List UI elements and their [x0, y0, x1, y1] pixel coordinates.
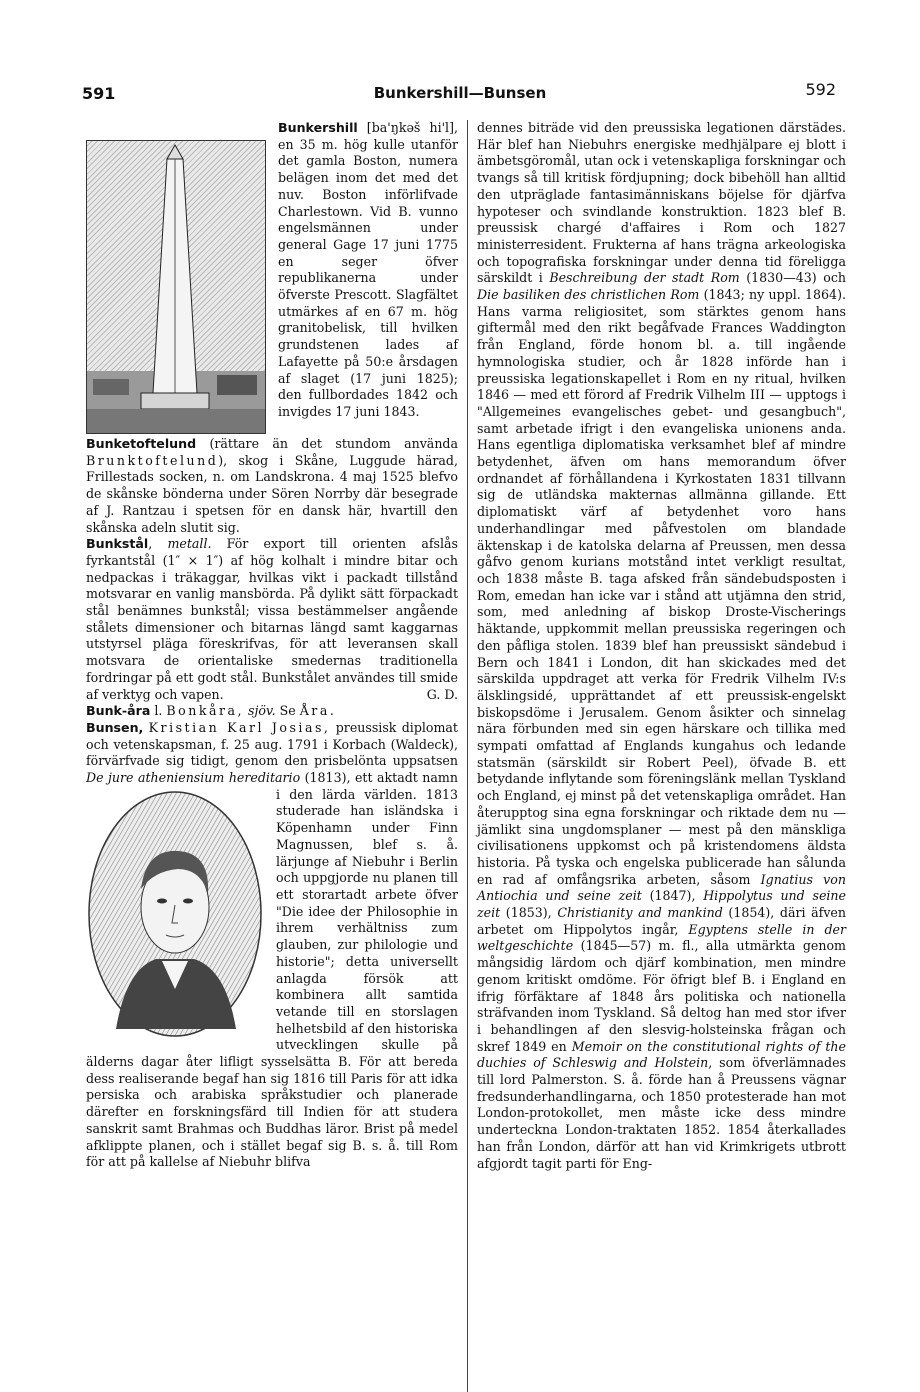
page-header: [0, 80, 920, 108]
entry-bunsen: [86, 720, 458, 1171]
running-title: Bunkershill—Bunsen: [373, 84, 547, 102]
work-title: Hippolytus und seine zeit: [477, 888, 846, 921]
entry-text: l.: [150, 703, 167, 719]
headword-bunkara: Bunk-åra: [86, 703, 151, 719]
headword-bunketoftelund: Bunketoftelund: [86, 436, 197, 451]
page-number-right: 592: [805, 80, 836, 99]
entry-text: ), skog i Skåne, Luggude härad, Frillestads socken, n. om Landskrona. 4 maj 1525 blefvo de skånske bönderna under Sören Norrby där besegrade af J. Rantzau i spetsen för en dansk här, hvartill den skånska adeln slutit sig.: [86, 452, 458, 535]
spaced-name: Kristian Karl Josias,: [148, 719, 331, 735]
left-column: [86, 120, 458, 1171]
work-title: Die basiliken des christlichen Rom: [477, 287, 700, 303]
entry-text: [ba'ŋkəš hi'l], en 35 m. hög kulle utanför det gamla Boston, numera belägen inom det med det nuv. Boston införlifvade Charlestown. Vid B. vunno engelsmännen under general Gage 17 juni 1775 en seger öfver republikanerna under öfverste Prescott. Slagfältet utmärkes af en 67 m. hög granitobelisk, till hvilken grundstenen lades af Lafayette på 50:e årsdagen af slaget (17 juni 1825); den fullbordades 1842 och invigdes 17 juni 1843.: [278, 120, 458, 419]
portrait-engraving-icon: [86, 789, 264, 1039]
subject-label: sjöv.: [248, 703, 276, 719]
spaced-name: Bonkåra,: [166, 703, 245, 719]
entry-text: (1830—43) och: [739, 270, 846, 286]
headword-bunsen: Bunsen,: [86, 719, 144, 735]
entry-text: (1854), däri äfven arbetet om Hippolytos ingår,: [477, 905, 847, 937]
entry-text: (1813), ett aktadt namn i den lärda världen. 1813 studerade han isländska i Köpenhamn under Finn Magnussen, blef s. å. lärjunge af Niebuhr i Berlin och uppgjorde nu planen till ett storartadt arbete öfver "Die idee der Philosophie in ihrem verhältniss zum glauben, zur philologie und historie"; detta universellt anlagda försök att kombinera allt samtida vetande till en storslagen helhetsbild af den historiska utvecklingen skulle på älderns dagar åter lifligt sysselsätta B. För att bereda dess realiserande begaf han sig 1816 till Paris för att idka persiska och arabiska språkstudier och planerade därefter en forskningsfärd till Indien för att studera sanskrit samt Brahmas och Buddhas läror. Brist på medel afklippte planen, och i stället begaf sig B. s. å. till Rom för att på kallelse af Niebuhr blifva: [86, 770, 458, 1170]
work-title: Ignatius von Antiochia und seine zeit: [477, 871, 846, 904]
entry-text: För export till orienten afslås fyrkantstål (1″ × 1″) af hög kolhalt i mindre bitar och nedpackas i träkaggar, hvilkas vikt i packadt tillstånd motsvarar en vanlig mansbörda. På dylikt sätt förpackadt stål benämnes bunkstål; vissa bestämmelser angående stålets dimensioner och bitarnas längd samt kaggarnas utstyrsel pläga föreskrifvas, för att leveransen skall motsvara de orientaliske smedernas traditionella fordringar på ett godt stål. Bunkstålet användes till smide af verktyg och vapen.: [86, 536, 458, 702]
work-title: Beschreibung der stadt Rom: [549, 270, 740, 286]
entry-text: , som öfverlämnades till lord Palmerston. S. å. förde han å Preussens vägnar fredsunderhandlingarna, och 1850 protesterade han mot London-protokollet, men måste icke dess mindre underteckna London-traktaten 1852. 1854 återkallades han från London, därför att han vid Krimkrigets utbrott afgjordt tagit parti för Eng-: [477, 1055, 847, 1171]
entry-text: (rättare än det stundom använda: [196, 436, 458, 451]
page-number-left: 591: [82, 84, 116, 103]
entry-bunkara: [86, 703, 458, 720]
entry-text: preussisk diplomat och vetenskapsman, f. 25 aug. 1791 i Korbach (Waldeck), förvärfvade sig tidigt, genom den prisbelönta uppsatsen: [86, 719, 458, 769]
headword-bunkershill: Bunkershill: [278, 120, 358, 135]
headword-bunkstal: Bunkstål: [86, 536, 149, 552]
entry-text: (1847),: [641, 888, 704, 904]
work-title: Memoir on the constitutional rights of the duchies of Schleswig and Holstein: [477, 1038, 846, 1071]
right-column: [477, 120, 846, 1172]
entry-text: (1843; ny uppl. 1864). Hans varma religiositet, som stärktes genom hans giftermål med den rikt begåfvade Frances Waddington från England, förde honom bl. a. till ingående hymnologiska studier, och år 1828 införde han i preussiska legationskapellet i Rom en ny ritual, hvilken 1846 — med ett förord af Fredrik Vilhelm III — upptogs i "Allgemeines evangelisches gebet- und gesangbuch", samt arbetade ifrigt i den evangeliska unionens anda. Hans egentliga diplomatiska verksamhet blef af mindre betydenhet, äfven om hans memorandum öfver ordnandet af förhållandena i Kyrkostaten 1831 tillvann sig de utländska makternas allmänna gillande. Ett diplomatiskt värf af betydenhet voro hans underhandlingar med påfvestolen om blandade äktenskap i de katolska delarna af Preussen, men dessa gåfvo genom kurians motstånd intet verkligt resultat, och 1838 måste B. taga afsked från sändebudsposten i Rom, emedan han icke var i stånd att utjämna den strid, som, med anledning af biskop Droste-Vischerings häktande, uppkommit mellan preussiska regeringen och den påfliga stolen. 1839 blef han preussiskt sändebud i Bern och 1841 i London, dit han skickades med det särskilda uppdraget att verka för Fredrik Vilhelm IV:s älsklingsidé, upprättandet af ett preussisk-engelskt biskopsdöme i Jerusalem. Genom åsikter och sinnelag nära förbunden med sin egen härskare och tillika med sympati omfattad af Englands kungahus och ledande statsmän (särskildt sir Robert Peel), öfvade B. ett betydande inflytande som föreningslänk mellan Tyskland och England, ej minst på det vetenskapliga området. Han återupptog sina egna forskningar och riktade dem nu — jämlikt sina ungdomsplaner — mest på den mänskliga civilisationens uppkomst och på kristendomens äldsta historia. På tyska och engelska publicerade han sålunda en rad af omfångsrika arbeten, såsom: [477, 287, 846, 887]
spaced-name: Brunktoftelund: [86, 452, 219, 468]
entry-bunketoftelund: [86, 436, 458, 536]
work-title: Egyptens stelle in der weltgeschichte: [477, 921, 847, 954]
column-divider: [467, 120, 468, 1392]
entry-text: dennes biträde vid den preussiska legationen därstädes. Här blef han Niebuhrs energiske medhjälpare ej blott i ämbetsgöromål, utan ock i vetenskapliga forskningar och tvangs så till kritisk fördjupning; dock bibehöll han alltid den utpräglade fantasimänniskans böjelse för djärfva hypoteser och svindlande konstruktion. 1823 blef B. preussisk chargé d'affaires i Rom och 1827 ministerresident. Frukterna af hans trägna arkeologiska och topografiska forskningar under denna tid föreligga särskildt i: [477, 120, 846, 286]
subject-label: metall.: [167, 536, 212, 552]
work-title: Christianity and mankind: [557, 905, 723, 921]
entry-text: Se: [275, 703, 300, 719]
obelisk-engraving-icon: [86, 140, 266, 434]
entry-bunsen-continued: [477, 120, 846, 1172]
entry-bunkershill: [86, 120, 458, 421]
author-signature: G. D.: [426, 686, 458, 702]
entry-text: (1845—57) m. fl., alla utmärkta genom mångsidig lärdom och djärf kombination, men mindre genom kritiskt omdöme. För öfrigt blef B. i England en ifrig förfäktare af 1848 års politiska och nationella sträfvanden inom Tyskland. Så deltog han med stor ifver i behandlingen af den slesvig-holsteinska frågan och skref 1849 en: [477, 938, 846, 1054]
cross-reference: Åra.: [299, 703, 337, 719]
entry-text: (1853),: [500, 905, 558, 921]
work-title: De jure atheniensium hereditario: [86, 770, 301, 786]
entry-bunkstal: Bunkstål, metall. För export till orienten afslås fyrkantstål (1″ × 1″) af hög kolhalt i mindre bitar och nedpackas i träkaggar, hvilkas vikt i packadt tillstånd motsvarar en vanlig mansbörda. På dylikt sätt förpackadt stål benämnes bunkstål; vissa bestämmelser angående stålets dimensioner och bitarnas längd samt kaggarnas utstyrsel pläga föreskrifvas, för att leveransen skall motsvara de orientaliske smedernas traditionella fordringar på ett godt stål. Bunkstålet användes till smide af verktyg och vapen. G. D.: [86, 536, 458, 702]
